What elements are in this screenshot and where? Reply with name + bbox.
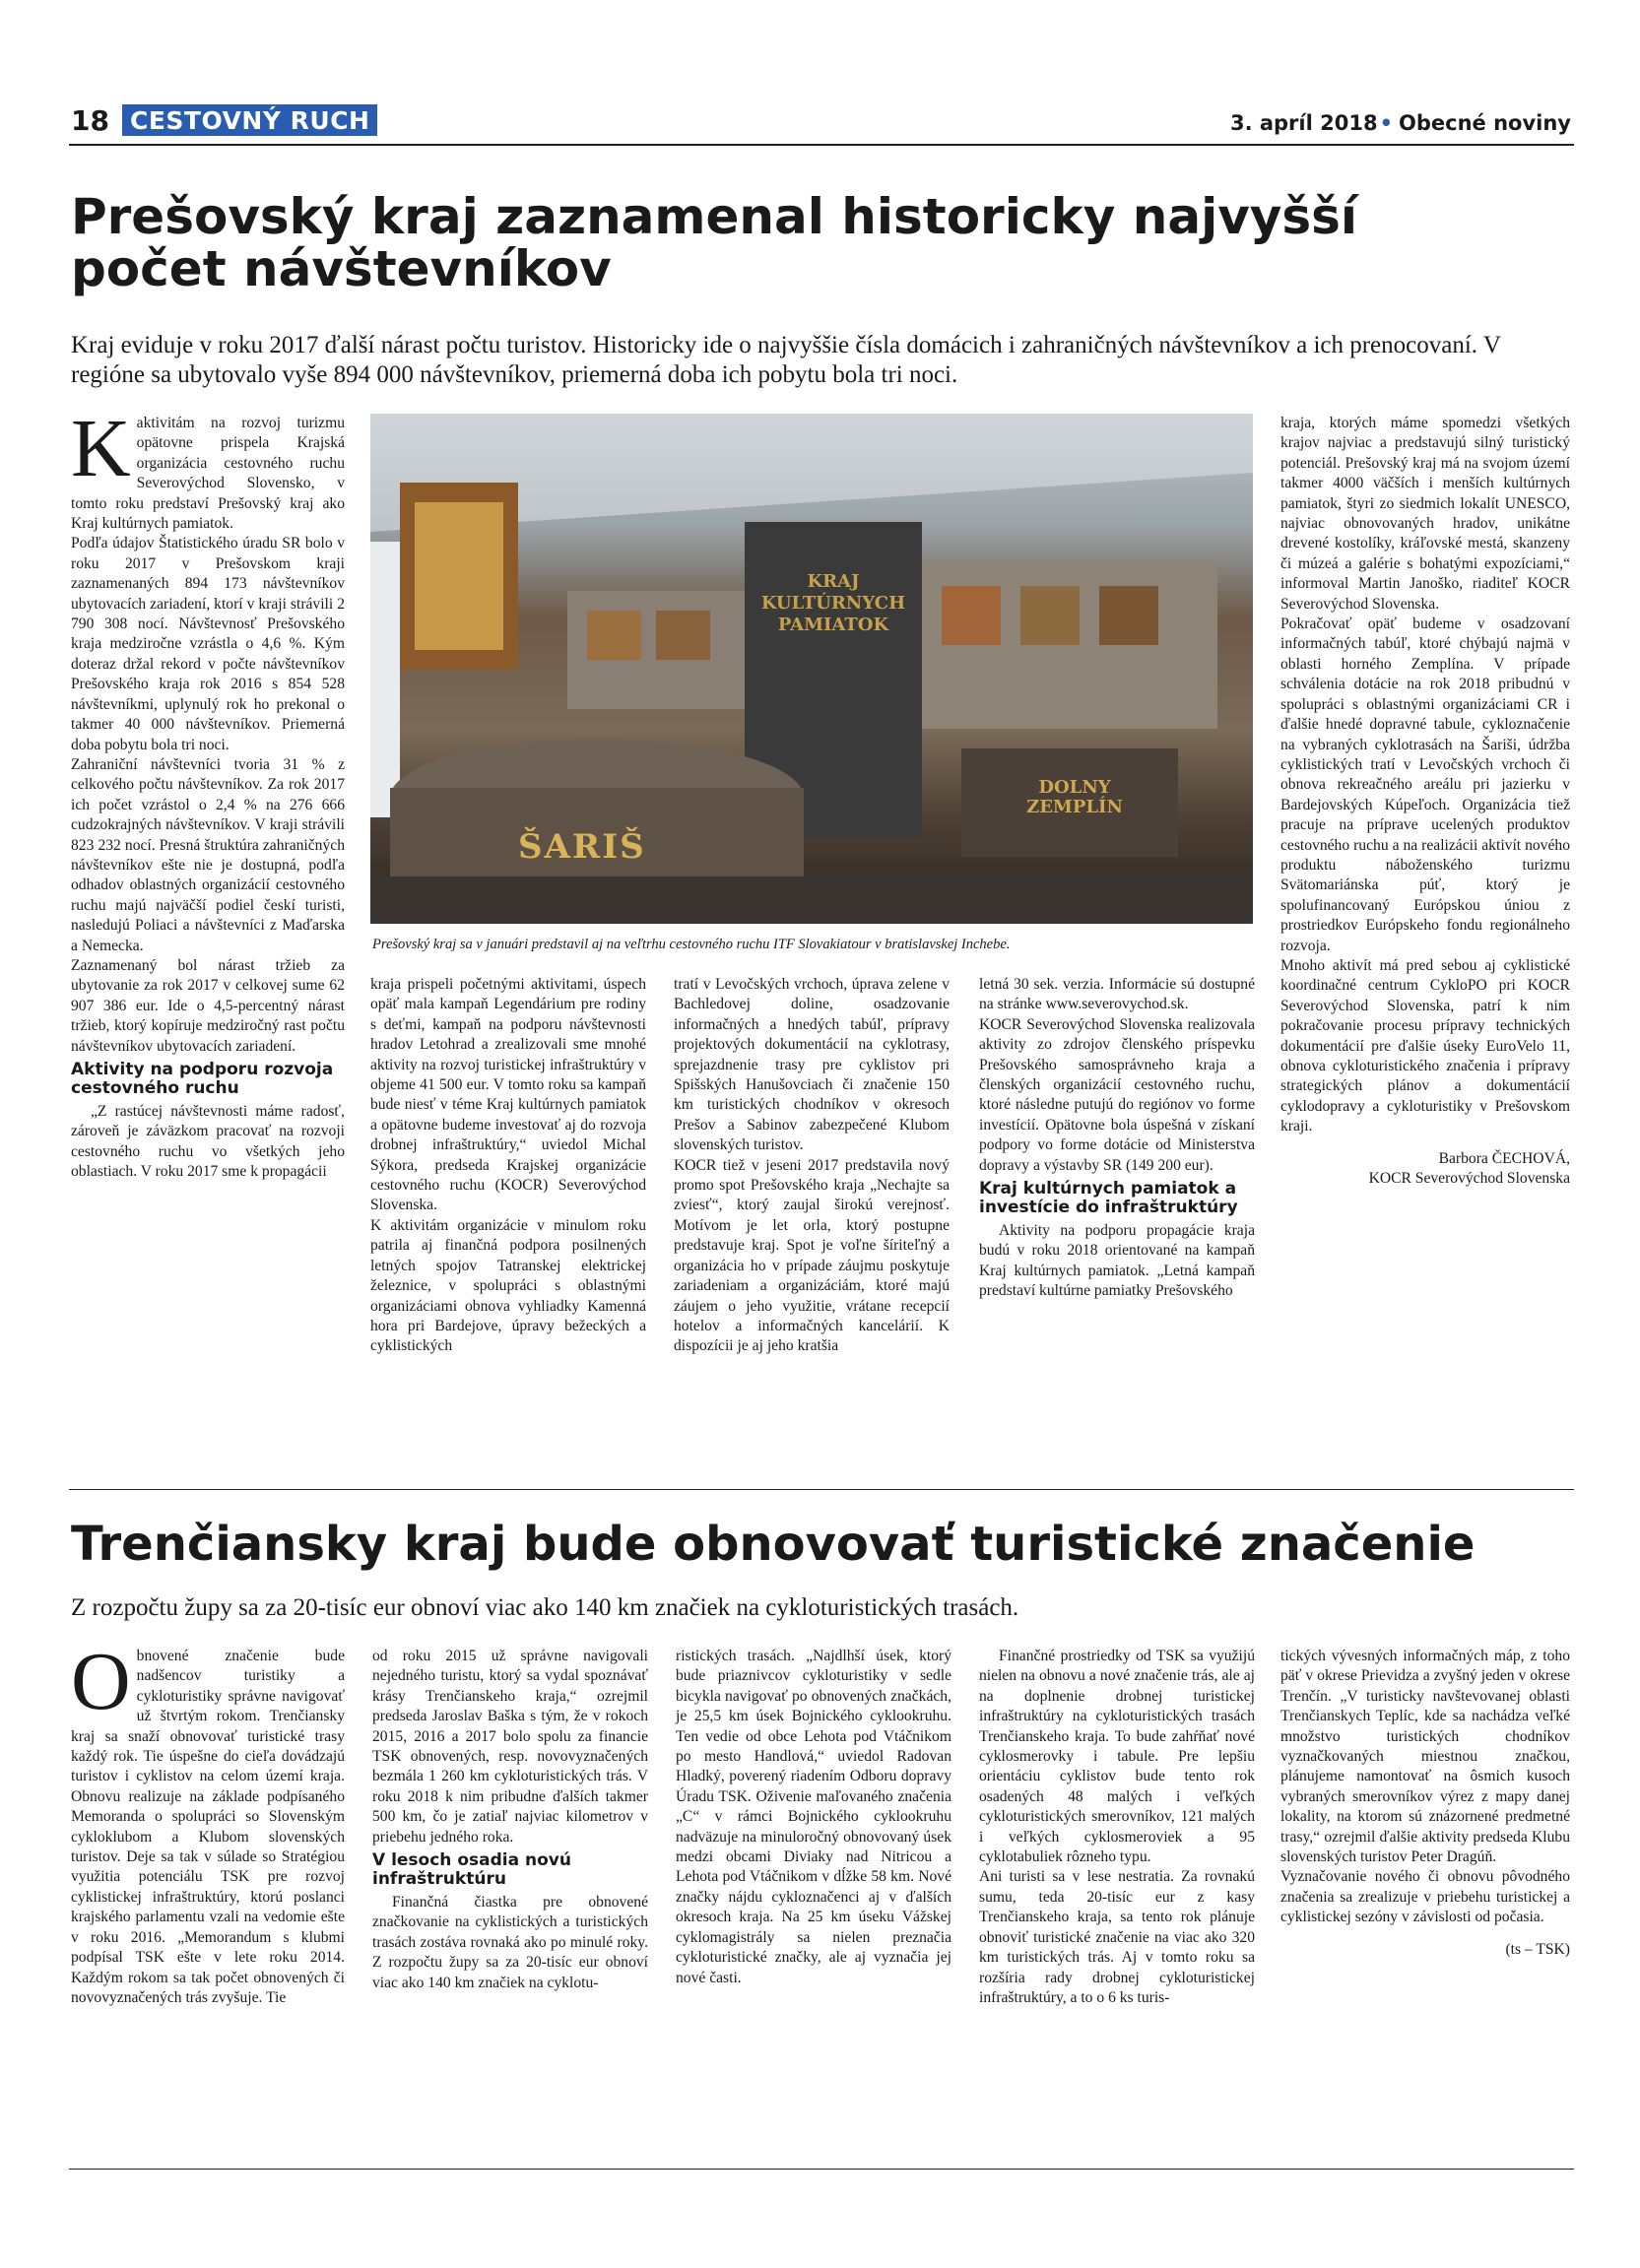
publication-name: Obecné noviny xyxy=(1399,111,1571,135)
article1-author-org: KOCR Severovýchod Slovenska xyxy=(1368,1170,1570,1188)
article1-col2 xyxy=(370,975,646,1357)
article1-paragraph: Podľa údajov Štatistického úradu SR bolo v roku 2017 v Prešovskom kraji zaznamenaných 894 173 návštevníkov ubytovacích zariadení, ktorí v kraji strávili 2 790 308 nocí. Návštevnosť Prešovského kraja medziročne vzrástla o 4,6 %. Kým doteraz držal rekord v počte návštevníkov Prešovského kraja rok 2016 s 854 528 návštevníkmi, uplynulý rok ho prekonal o takmer 40 000 návštevníkov. Priemerná doba pobytu bola tri noci. xyxy=(71,535,345,753)
header-rule xyxy=(69,144,1574,146)
article1-lead: Kraj eviduje v roku 2017 ďalší nárast počtu turistov. Historicky ide o najvyššie čísla domácich i zahraničných návštevníkov a ich prenocovaní. V regióne sa ubytovalo vyše 894 000 návštevníkov, priemerná doba ich pobytu bola tri noci. xyxy=(71,332,1501,388)
article1-headline: Prešovský kraj zaznamenal historicky najvyšší počet návštevníkov xyxy=(71,188,1358,297)
article2-dropcap: O xyxy=(71,1636,131,1727)
article1-paragraph: Zaznamenaný bol nárast tržieb za ubytovanie za rok 2017 v celkovej sume 62 907 386 eur. Ide o 4,5-percentný nárast tržieb, ktorý kopíruje medziročný rast počtu návštevníkov ubytovacích zariadení. xyxy=(71,956,345,1055)
article-separator xyxy=(69,1489,1574,1490)
footer-rule xyxy=(69,2169,1574,2170)
article2-paragraph: od roku 2015 už správne navigovali nejedného turistu, ktorý sa vydal spoznávať krásy Trenčianskeho kraja,“ ozrejmil predseda Jaroslav Baška s tým, že v rokoch 2015, 2016 a 2017 bolo spolu za financie TSK obnovených, resp. novovyznačených bezmála 1 260 km cykloturistických trás. V roku 2018 k nim pribudne ďalších takmer 500 km, čo je zatiaľ najviac kilometrov v priebehu jedného roka. xyxy=(372,1648,648,1846)
article2-col3 xyxy=(676,1647,951,1988)
article1-dropcap: K xyxy=(71,403,131,494)
article1-paragraph: „Z rastúcej návštevnosti máme radosť, zároveň je záväzkom pracovať na rozvoji cestovného ruchu vo všetkých jeho oblastiach. V roku 2017 sme k propagácii xyxy=(71,1103,345,1181)
article2-col5 xyxy=(1280,1647,1570,1960)
article1-paragraph: KOCR tiež v jeseni 2017 predstavila nový promo spot Prešovského kraja „Nechajte sa zviesť“, ktorý zaujal širokú verejnosť. Motívom je let orla, ktorý postupne predstavuje kraj. Spot je voľne šíriteľný a organizácia ho v prípade záujmu poskytuje zariadeniam a organizáciám, ktoré majú záujem o jeho využitie, vrátane recepcií hotelov a informačných kancelárií. K dispozícii je aj jeho kratšia xyxy=(674,1156,950,1355)
article1-paragraph: KOCR Severovýchod Slovenska realizovala aktivity zo zdrojov členského príspevku Prešovského samosprávneho kraja a členských organizácií cestovného ruchu, ktoré následne putujú do regiónov vo forme investícií. Opätovne bola úspešná v získaní podpory vo forme dotácie od Ministerstva dopravy a výstavby SR (149 200 eur). xyxy=(979,1015,1255,1174)
article1-paragraph: kraja prispeli početnými aktivitami, úspech opäť mala kampaň Legendárium pre rodiny s deťmi, kampaň na podporu návštevnosti hradov Letohrad a zrealizovali sme mnohé aktivity na rozvoj turistickej infraštruktúry v objeme 41 500 eur. V tomto roku sa kampaň bude niesť v téme Kraj kultúrnych pamiatok a opätovne budeme investovať aj do rozvoja drobnej infraštruktúry,“ uviedol Michal Sýkora, predseda Krajskej organizácie cestovného ruchu (KOCR) Severovýchod Slovenska. xyxy=(370,976,646,1214)
issue-info xyxy=(1230,110,1571,136)
photo-sign-kraj: KRAJ KULTÚRNYCH PAMIATOK xyxy=(760,571,906,635)
article2-col2 xyxy=(372,1647,648,1993)
bullet-icon: • xyxy=(1379,111,1394,135)
article2-paragraph: Finančné prostriedky od TSK sa využijú nielen na obnovu a nové značenie trás, ale aj na doplnenie drobnej turistickej infraštruktúry na cykloturistických trasách Trenčianskeho kraja. To bude zahŕňať nové cyklosmerovky i tabule. Pre lepšiu orientáciu cyklistov bude tento rok osadených 48 malých i veľkých cykloturistických smerovníkov, 121 malých i veľkých cyklosmeroviek a 95 cyklotabuliek rôzneho typu. xyxy=(979,1648,1255,1866)
article1-paragraph: Zahraniční návštevníci tvoria 31 % z celkového počtu návštevníkov. Za rok 2017 ich počet vzrástol o 2,4 % na 276 666 cudzokrajných návštevníkov. V kraji strávili 823 232 nocí. Presná štruktúra zahraničných návštevníkov ešte nie je dostupná, podľa odhadov oblastných organizácií cestovného ruchu majú najväčší podiel českí turisti, nasledujú Poliaci a návštevníci z Maďarska a Nemecka. xyxy=(71,755,345,954)
issue-date: 3. apríl 2018 xyxy=(1229,111,1378,135)
article1-paragraph: Pokračovať opäť budeme v osadzovaní informačných tabúľ, ktoré chýbajú najmä v oblasti horného Zemplína. V prípade schválenia dotácie na rok 2018 pribudnú v spolupráci s oblastnými organizáciami CR i ďalšie hnedé dopravné tabule, cykloznačenie na vybraných cyklotrasách na Šariši, údržba cyklistických tratí v Levočských vrchoch či obnova rekreačného areálu pri jazierku v Bardejovských Kúpeľoch. Organizácia tiež pracuje na príprave ucelených produktov cestovného ruchu a na realizácii aktivít nového produktu náboženského turizmu Svätomariánska púť, ktorý je spolufinancovaný Európskou úniou z prostriedkov Európskeho fondu regionálneho rozvoja. xyxy=(1280,616,1570,954)
photo-sign-zemplin: DOLNY ZEMPLÍN xyxy=(1026,777,1123,817)
article1-paragraph: K aktivitám organizácie v minulom roku patrila aj finančná podpora posilnených letných spojov Tatranskej elektrickej železnice, v spolupráci s oblastnými organizáciami obnova vyhliadky Kamenná hora pri Bardejove, úpravy bežeckých a cyklistických xyxy=(370,1216,646,1355)
article2-headline: Trenčiansky kraj bude obnovovať turistické značenie xyxy=(71,1517,1476,1572)
photo-caption: Prešovský kraj sa v januári predstavil aj na veľtrhu cestovného ruchu ITF Slovakiatour v bratislavskej Inchebe. xyxy=(372,937,1011,952)
article1-paragraph: kraja, ktorých máme spomedzi všetkých krajov najviac a predstavujú silný turistický potenciál. Prešovský kraj má na svojom území takmer 4000 väčších i menších kultúrnych pamiatok, štyri zo siedmich lokalít UNESCO, najviac obnovovaných hradov, unikátne drevené kostolíky, kráľovské mestá, skanzeny či múzeá a galérie s bohatými expozíciami,“ informoval Martin Janoško, riaditeľ KOCR Severovýchod Slovenska. xyxy=(1280,415,1570,613)
article2-paragraph: Vyznačovanie nového či obnovu pôvodného značenia sa zrealizuje v priebehu turistickej a cyklistickej sezóny v závislosti od počasia. xyxy=(1280,1868,1570,1926)
article2-col1 xyxy=(71,1636,345,2008)
article1-author: Barbora ČECHOVÁ, xyxy=(1438,1149,1570,1167)
article2-paragraph: tických vývesných informačných máp, z toho päť v okrese Prievidza a zvyšný jeden v okrese Trenčín. „V turisticky navštevovanej oblasti Trenčianskych Teplíc, kde sa nachádza veľké množstvo turistických chodníkov vyznačkovaných miestnou značkou, plánujeme namontovať na ôsmich kusoch vybraných smerovníkov výrez z mapy danej lokality, na ktorom sú znázornené predmetné trasy,“ ozrejmil ďalšie aktivity predseda Klubu slovenských turistov Peter Dragúň. xyxy=(1280,1648,1570,1866)
article2-paragraph: ristických trasách. „Najdlhší úsek, ktorý bude priaznivcov cykloturistiky v sedle bicykla navigovať po obnovených značkách, je 25,5 km úsek Bojnického cyklookruhu. Ten vedie od obce Lehota pod Vtáčnikom po mesto Handlová,“ uviedol Radovan Hladký, poverený riadením Odboru dopravy Úradu TSK. Oživenie maľovaného značenia „C“ v rámci Bojnického cyklookruhu nadväzuje na minuloročný obnovovaný úsek medzi obcami Diviaky nad Nitricou a Lehota pod Vtáčnikom v dĺžke 58 km. Nové značky nájdu cykloznačenci aj v ďalších okresoch kraja. Na 25 km úseku Vážskej cyklomagistrály sa nielen preznačia cykloturistické značky, ale aj vyznačia jej nové časti. xyxy=(676,1648,951,1986)
article2-paragraph: Finančná čiastka pre obnovené značkovanie na cyklistických a turistických trasách zostáva rovnaká ako po minulé roky. Z rozpočtu župy sa za 20-tisíc eur obnoví viac ako 140 km značiek na cyklotu- xyxy=(372,1894,648,1991)
article1-paragraph: Aktivity na podporu propagácie kraja budú v roku 2018 orientované na kampaň Kraj kultúrnych pamiatok. „Letná kampaň predstaví kultúrne pamiatky Prešovského xyxy=(979,1222,1255,1300)
article1-col5 xyxy=(1280,414,1570,1189)
article1-paragraph: Mnoho aktivít má pred sebou aj cyklistické koordinačné centrum CykloPO pri KOCR Severovýchod Slovenska, patrí k nim pokračovanie procesu prípravy technických dokumentácií pre ďalšie úseky EuroVelo 11, obnova cykloturistického značenia i prípravy strategických plánov a dokumentácií cyklodopravy a cykloturistiky v Prešovskom kraji. xyxy=(1280,956,1570,1135)
article2-author: (ts – TSK) xyxy=(1505,1940,1570,1958)
photo-sign-saris: ŠARIŠ xyxy=(518,827,646,867)
page-number: 18 xyxy=(71,104,109,137)
article1-col3 xyxy=(674,975,950,1357)
article2-lead: Z rozpočtu župy sa za 20-tisíc eur obnoví viac ako 140 km značiek na cykloturistických trasách. xyxy=(71,1594,1019,1621)
article2-paragraph: Ani turisti sa v lese nestratia. Za rovnakú sumu, teda 20-tisíc eur z kasy Trenčianskeho kraja, sa tento rok plánuje obnoviť turistické značenie na viac ako 320 km turistických trás. Aj v tomto roku sa rozšíria rady drobnej cykloturistickej infraštruktúry, a to o 6 ks turis- xyxy=(979,1868,1255,2006)
section-label: CESTOVNÝ RUCH xyxy=(122,104,377,136)
article1-paragraph: aktivitám na rozvoj turizmu opätovne prispela Krajská organizácia cestovného ruchu Severovýchod Slovensko, v tomto roku predstaví Prešovský kraj ako Kraj kultúrnych pamiatok. xyxy=(71,415,345,533)
article1-col4 xyxy=(979,975,1255,1302)
article2-col4 xyxy=(979,1647,1255,2008)
fair-booth-photo xyxy=(370,414,1253,924)
article2-subheading: V lesoch osadia novú infraštruktúru xyxy=(372,1850,571,1890)
article1-subheading: Aktivity na podporu rozvoja cestovného ruchu xyxy=(71,1060,334,1098)
article1-paragraph: letná 30 sek. verzia. Informácie sú dostupné na stránke www.severovychod.sk. xyxy=(979,976,1255,1013)
article1-paragraph: tratí v Levočských vrchoch, úprava zelene v Bachledovej doline, osadzovanie informačných a hnedých tabúľ, prípravy projektových dokumentácií na cyklotrasy, sprejazdnenie trasy pre cyklistov pri Spišských Hanušovciach či značenie 150 km turistických chodníkov v okresoch Prešov a Sabinov zabezpečené Klubom slovenských turistov. xyxy=(674,976,950,1154)
article1-col1 xyxy=(71,403,345,1183)
article1-subheading: Kraj kultúrnych pamiatok a investície do infraštruktúry xyxy=(979,1179,1238,1218)
article2-paragraph: bnovené značenie bude nadšencov turistiky a cykloturistiky správne navigovať už štvrtým rokom. Trenčiansky kraj sa snaží obnovovať turistické trasy každý rok. Tie úspešne do cieľa dovádzajú turistov i cyklistov na celom území kraja. Obnovu realizuje na základe podpísaného Memoranda o spolupráci so Slovenským cykloklubom a Klubom slovenských turistov. Deje sa tak v súlade so Stratégiou využitia potenciálu TSK pre rozvoj cyklistickej infraštruktúry, ktorú poslanci krajského parlamentu vzali na vedomie ešte v roku 2016. „Memorandum s klubmi podpísal TSK ešte v lete roku 2014. Každým rokom sa tak počet obnovených či novovyznačených trás zvyšuje. Tie xyxy=(71,1648,345,2006)
